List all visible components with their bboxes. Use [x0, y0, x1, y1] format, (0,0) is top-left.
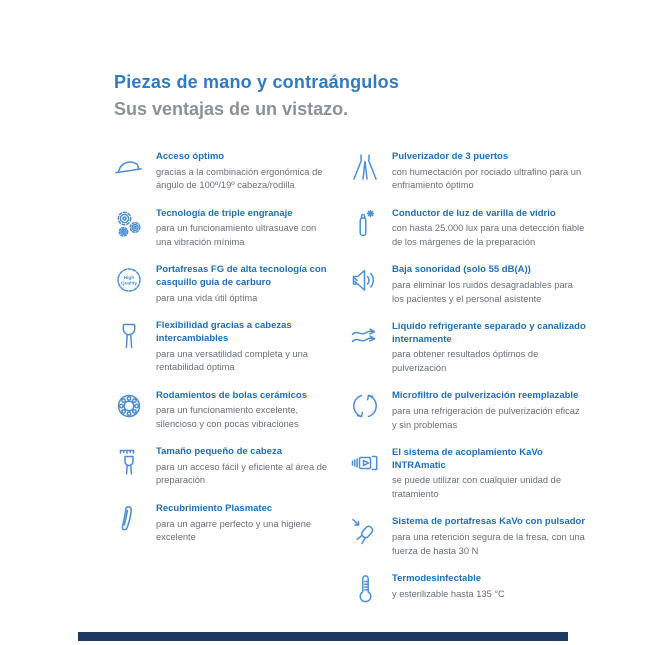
feature-title: Termodesinfectable [392, 573, 482, 585]
speaker-icon [350, 265, 380, 295]
feature-item [350, 447, 590, 501]
feature-title: Líquido refrigerante separado y canalizado internamente [392, 320, 586, 345]
feature-title: Pulverizador de 3 puertos [392, 151, 509, 162]
feature-text [156, 151, 334, 193]
feature-title: Rodamientos de bolas cerámicos [156, 389, 307, 401]
feature-item [350, 390, 590, 432]
feature-body: para una retención segura de la fresa, con una fuerza de hasta 30 N [392, 532, 585, 556]
feature-title: Baja sonoridad (solo 55 dB(A)) [392, 264, 531, 276]
page-subtitle: Sus ventajas de un vistazo. [114, 98, 349, 119]
feature-title: Conductor de luz de varilla de vidrio [392, 207, 556, 219]
feature-text [156, 390, 334, 432]
feature-item [350, 208, 590, 250]
feature-item [114, 446, 350, 488]
feature-text [392, 516, 586, 558]
feature-text [392, 151, 586, 193]
feature-column-left [114, 151, 350, 604]
feature-text [392, 208, 586, 250]
feature-text [156, 320, 334, 374]
svg-text:Quality: Quality [121, 280, 137, 286]
feature-text [392, 390, 586, 432]
feature-text [156, 264, 334, 305]
feature-title: Recubrimiento Plasmatec [156, 502, 273, 514]
feature-text [392, 264, 586, 306]
feature-title: Tamaño pequeño de cabeza [156, 446, 282, 458]
feature-text [392, 447, 586, 501]
feature-body: con humectación por rociado ultrafino para un enfriamiento óptimo [392, 166, 582, 191]
handpiece-angle-icon [114, 152, 144, 182]
feature-text [156, 503, 334, 545]
feature-item [350, 264, 590, 306]
feature-title: El sistema de acoplamiento KaVo INTRAmatic [392, 447, 543, 471]
feature-title: Tecnología de triple engranaje [156, 207, 293, 219]
feature-body: se puede utilizar con cualquier unidad de tratamiento [392, 475, 562, 499]
feature-body: para un agarre perfecto y una higiene excelente [156, 518, 312, 543]
feature-body: para una refrigeración de pulverización eficaz y sin problemas [392, 406, 580, 430]
feature-body: gracias a la combinación ergonómica de ángulo de 100º/19º cabeza/rodilla [156, 166, 323, 191]
microfilter-icon [350, 391, 380, 421]
feature-item [114, 151, 350, 193]
footer-bar [78, 632, 568, 641]
feature-columns [114, 151, 585, 604]
light-rod-icon [350, 209, 380, 239]
feature-item [114, 503, 350, 545]
feature-title: Sistema de portafresas KaVo con pulsador [392, 516, 586, 528]
coupling-icon [350, 448, 380, 478]
feature-text [156, 208, 334, 250]
feature-item [350, 151, 590, 193]
svg-text:High: High [123, 275, 135, 281]
feature-item [114, 390, 350, 432]
feature-body: y esterilizable hasta 135 °C [392, 588, 505, 599]
feature-column-right [350, 151, 590, 604]
feature-item [114, 320, 350, 374]
feature-body: para un acceso fácil y eficiente al área de preparación [156, 461, 328, 486]
push-button-icon [350, 517, 380, 547]
feature-body: para un funcionamiento ultrasuave con una vibración mínima [156, 223, 317, 247]
grip-coating-icon [114, 504, 144, 534]
feature-body: para obtener resultados óptimos de pulverización [392, 349, 539, 373]
thermometer-icon [350, 574, 380, 604]
feature-item [350, 321, 590, 375]
feature-body: para eliminar los ruidos desagradables para los pacientes y el personal asistente [392, 280, 573, 304]
feature-body: para una versatilidad completa y una rentabilidad óptima [156, 348, 308, 373]
quality-badge-icon [114, 265, 144, 295]
spray-ports-icon [350, 152, 380, 182]
feature-text [392, 573, 586, 601]
feature-text [156, 446, 334, 488]
feature-title: Microfiltro de pulverización reemplazable [392, 390, 579, 402]
feature-text [392, 321, 586, 375]
feature-body: para una vida útil óptima [156, 292, 258, 303]
feature-item [114, 264, 350, 305]
small-head-icon [114, 447, 144, 477]
ball-bearing-icon [114, 391, 144, 421]
gears-icon [114, 209, 144, 239]
interchangeable-head-icon [114, 321, 144, 351]
feature-title: Flexibilidad gracias a cabezas intercambiables [156, 320, 292, 344]
feature-title: Portafresas FG de alta tecnología con casquillo guía de carburo [156, 264, 327, 289]
feature-body: para un funcionamiento excelente, silencioso y con pocas vibraciones [156, 405, 299, 429]
feature-body: con hasta 25.000 lux para una detección fiable de los márgenes de la preparación [392, 223, 585, 247]
feature-item [114, 208, 350, 250]
feature-item [350, 573, 590, 604]
feature-item [350, 516, 590, 558]
feature-title: Acceso óptimo [156, 151, 225, 162]
coolant-flow-icon [350, 322, 380, 352]
page-title: Piezas de mano y contraángulos [114, 72, 400, 93]
